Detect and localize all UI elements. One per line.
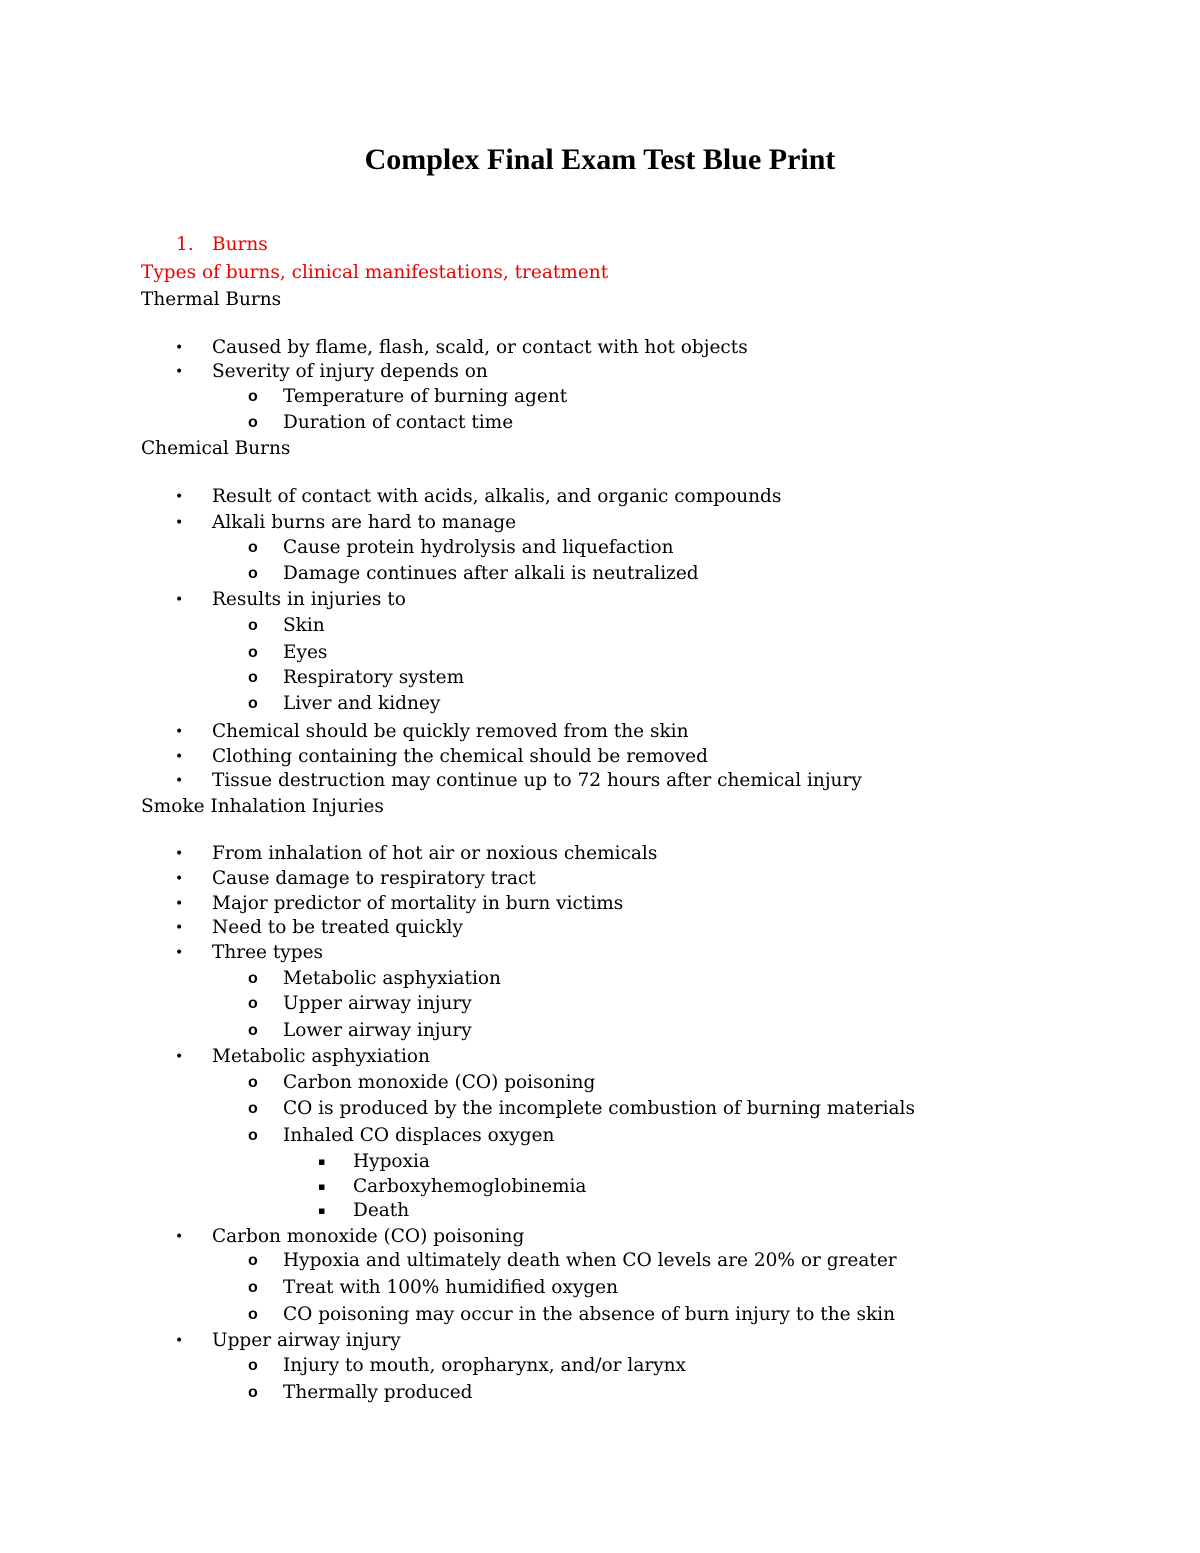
list-marker: o (248, 1357, 258, 1374)
bullet-item (0, 1045, 1200, 1069)
sub-sub-bullet-item (0, 1175, 1200, 1199)
bullet-item (0, 336, 1200, 360)
list-marker: • (175, 1333, 184, 1349)
page-title: Complex Final Exam Test Blue Print (364, 143, 836, 176)
bullet-item (0, 511, 1200, 535)
list-marker: o (248, 1252, 258, 1269)
list-marker: o (248, 995, 258, 1012)
bullet-item (0, 941, 1200, 965)
line-text: Types of burns, clinical manifestations, treatment (141, 262, 609, 283)
line-text: Three types (212, 942, 324, 963)
list-marker: o (248, 1384, 258, 1401)
sub-bullet-item (0, 1249, 1200, 1273)
list-marker: o (248, 1100, 258, 1117)
sub-bullet-item (0, 1303, 1200, 1327)
list-marker: • (175, 592, 184, 608)
sub-bullet-item (0, 1276, 1200, 1300)
sub-bullet-item (0, 1381, 1200, 1405)
list-marker: o (248, 1127, 258, 1144)
list-marker: o (248, 539, 258, 556)
list-marker: o (248, 669, 258, 686)
sub-bullet-item (0, 614, 1200, 638)
line-text: Cause damage to respiratory tract (212, 868, 536, 889)
list-marker: o (248, 644, 258, 661)
list-marker: o (248, 1022, 258, 1039)
bullet-item (0, 842, 1200, 866)
line-text: Major predictor of mortality in burn victims (212, 893, 624, 914)
list-marker: ▪ (318, 1180, 326, 1193)
sub-bullet-item (0, 692, 1200, 716)
list-marker: • (175, 1049, 184, 1065)
line-text: Hypoxia and ultimately death when CO levels are 20% or greater (283, 1250, 897, 1271)
sub-bullet-item (0, 536, 1200, 560)
section-heading (0, 288, 1200, 312)
list-marker: o (248, 617, 258, 634)
sub-bullet-item (0, 641, 1200, 665)
line-text: Thermally produced (283, 1382, 473, 1403)
list-marker: • (175, 773, 184, 789)
line-text: Thermal Burns (141, 289, 282, 310)
sub-bullet-item (0, 1354, 1200, 1378)
line-text: Inhaled CO displaces oxygen (283, 1125, 555, 1146)
section-heading (0, 261, 1200, 285)
list-marker: • (175, 489, 184, 505)
line-text: From inhalation of hot air or noxious chemicals (212, 843, 658, 864)
list-marker: • (175, 749, 184, 765)
bullet-item (0, 867, 1200, 891)
line-text: CO is produced by the incomplete combustion of burning materials (283, 1098, 915, 1119)
sub-bullet-item (0, 967, 1200, 991)
list-marker: o (248, 695, 258, 712)
list-marker: • (175, 724, 184, 740)
bullet-item (0, 1329, 1200, 1353)
list-marker: o (248, 970, 258, 987)
sub-bullet-item (0, 666, 1200, 690)
line-text: Cause protein hydrolysis and liquefaction (283, 537, 674, 558)
bullet-item (0, 588, 1200, 612)
list-marker: • (175, 515, 184, 531)
line-text: Treat with 100% humidified oxygen (283, 1277, 619, 1298)
list-marker: • (175, 364, 184, 380)
list-marker: o (248, 565, 258, 582)
numbered-heading (0, 233, 1200, 257)
sub-bullet-item (0, 992, 1200, 1016)
list-marker: o (248, 1306, 258, 1323)
bullet-item (0, 916, 1200, 940)
line-text: Eyes (283, 642, 328, 663)
line-text: Carbon monoxide (CO) poisoning (212, 1226, 525, 1247)
line-text: Metabolic asphyxiation (283, 968, 501, 989)
line-text: Burns (212, 234, 268, 255)
line-text: Carbon monoxide (CO) poisoning (283, 1072, 596, 1093)
bullet-item (0, 745, 1200, 769)
sub-bullet-item (0, 1097, 1200, 1121)
list-marker: 1. (176, 234, 194, 255)
list-marker: o (248, 1074, 258, 1091)
line-text: Result of contact with acids, alkalis, and organic compounds (212, 486, 782, 507)
list-marker: • (175, 871, 184, 887)
sub-sub-bullet-item (0, 1150, 1200, 1174)
list-marker: • (175, 340, 184, 356)
line-text: Need to be treated quickly (212, 917, 463, 938)
list-marker: • (175, 920, 184, 936)
line-text: Skin (283, 615, 325, 636)
bullet-item (0, 485, 1200, 509)
line-text: Damage continues after alkali is neutralized (283, 563, 699, 584)
line-text: Clothing containing the chemical should be removed (212, 746, 708, 767)
line-text: Death (353, 1200, 410, 1221)
list-marker: • (175, 945, 184, 961)
line-text: Carboxyhemoglobinemia (353, 1176, 587, 1197)
sub-bullet-item (0, 1071, 1200, 1095)
line-text: Upper airway injury (212, 1330, 401, 1351)
list-marker: o (248, 388, 258, 405)
line-text: Alkali burns are hard to manage (212, 512, 517, 533)
list-marker: ▪ (318, 1204, 326, 1217)
line-text: Duration of contact time (283, 412, 514, 433)
sub-bullet-item (0, 1124, 1200, 1148)
sub-bullet-item (0, 1019, 1200, 1043)
section-heading (0, 437, 1200, 461)
sub-bullet-item (0, 411, 1200, 435)
sub-sub-bullet-item (0, 1199, 1200, 1223)
line-text: CO poisoning may occur in the absence of burn injury to the skin (283, 1304, 895, 1325)
line-text: Injury to mouth, oropharynx, and/or larynx (283, 1355, 686, 1376)
bullet-item (0, 892, 1200, 916)
bullet-item (0, 720, 1200, 744)
sub-bullet-item (0, 562, 1200, 586)
line-text: Respiratory system (283, 667, 465, 688)
line-text: Caused by flame, flash, scald, or contact with hot objects (212, 337, 748, 358)
list-marker: ▪ (318, 1155, 326, 1168)
section-heading (0, 795, 1200, 819)
list-marker: • (175, 846, 184, 862)
list-marker: o (248, 414, 258, 431)
line-text: Smoke Inhalation Injuries (141, 796, 384, 817)
line-text: Severity of injury depends on (212, 361, 488, 382)
list-marker: • (175, 1229, 184, 1245)
bullet-item (0, 769, 1200, 793)
list-marker: • (175, 896, 184, 912)
bullet-item (0, 360, 1200, 384)
line-text: Temperature of burning agent (283, 386, 568, 407)
line-text: Lower airway injury (283, 1020, 472, 1041)
line-text: Upper airway injury (283, 993, 472, 1014)
list-marker: o (248, 1279, 258, 1296)
line-text: Hypoxia (353, 1151, 430, 1172)
line-text: Metabolic asphyxiation (212, 1046, 430, 1067)
line-text: Results in injuries to (212, 589, 406, 610)
line-text: Liver and kidney (283, 693, 441, 714)
bullet-item (0, 1225, 1200, 1249)
line-text: Chemical should be quickly removed from the skin (212, 721, 689, 742)
line-text: Tissue destruction may continue up to 72 hours after chemical injury (212, 770, 862, 791)
sub-bullet-item (0, 385, 1200, 409)
line-text: Chemical Burns (141, 438, 291, 459)
